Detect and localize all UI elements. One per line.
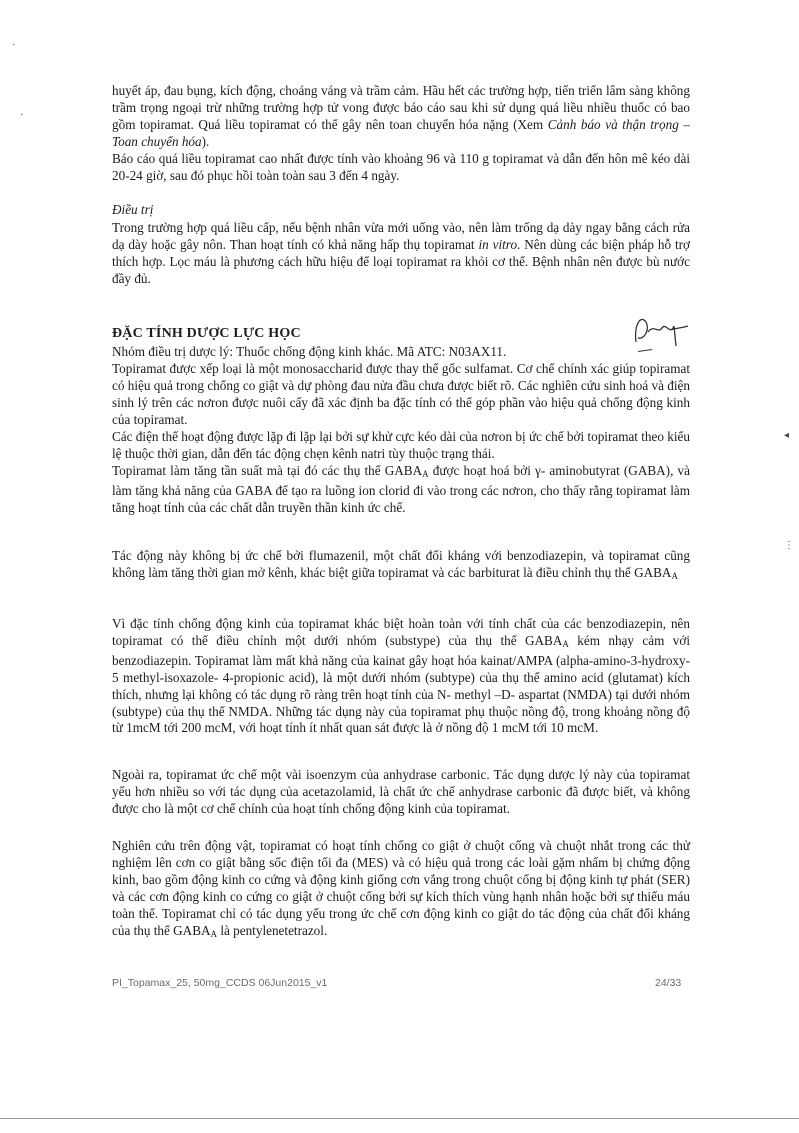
footer-page-number: 24/33: [655, 977, 682, 989]
paragraph-classification: Topiramat được xếp loại là một monosaccharid được thay thế gốc sulfamat. Cơ chế chính xác giúp topiramat có hiệu quả trong chống co giật và dự phòng đau nửa đầu chưa được biết rõ. Các nghiên cứu sinh hoá và điện sinh lý trên các nơron được nuôi cấy đã xác định ba đặc tính có thể góp phần vào hiệu quả chống động kinh của topiramat.: [112, 361, 690, 427]
paragraph-action-potential: Các điện thế hoạt động được lặp đi lặp lại bởi sự khử cực kéo dài của nơron bị ức chế bởi topiramat theo kiểu lệ thuộc thời gian, dẫn đến tác động chẹn kênh natri tùy thuộc trạng thái.: [112, 429, 690, 461]
footer-document-id: PI_Topamax_25, 50mg_CCDS 06Jun2015_v1: [112, 977, 328, 989]
treatment-heading: Điều trị: [112, 202, 154, 217]
scan-border: [0, 1118, 799, 1119]
scan-speck: ·: [12, 40, 16, 51]
paragraph-treatment: Trong trường hợp quá liều cấp, nếu bệnh nhân vừa mới uống vào, nên làm trống dạ dày ngay bằng cách rửa dạ dày hoặc gây nôn. Than hoạt tính có khả năng hấp thụ topiramat in vitro. Nên dùng các biện pháp hỗ trợ thích hợp. Lọc máu là phương cách hữu hiệu để loại topiramat ra khỏi cơ thể. Bệnh nhân nên được bù nước đầy đủ.: [112, 220, 690, 286]
paragraph-carbonic-anhydrase: Ngoài ra, topiramat ức chế một vài isoenzym của anhydrase carbonic. Tác dụng dược lý này của topiramat yếu hơn nhiều so với tác dụng của acetazolamid, là chất ức chế anhydrase carbonic đã được biết, và không được cho là một cơ chế chính của hoạt tính chống động kinh của topiramat.: [112, 767, 690, 816]
paragraph-flumazenil: Tác động này không bị ức chế bởi flumazenil, một chất đối kháng với benzodiazepin, và topiramat cũng không làm tăng thời gian mở kênh, khác biệt giữa topiramat và các barbiturat là điều chỉnh thụ thể $GABA_A$: [112, 548, 690, 581]
section-heading: ĐẶC TÍNH DƯỢC LỰC HỌC: [112, 326, 301, 341]
paragraph-gaba: Topiramat làm tăng tần suất mà tại đó các thụ thể $GABA_A$ được hoạt hoá bởi γ- aminobutyrat (GABA), và làm tăng khả năng của GABA để tạo ra luồng ion clorid đi vào trong các nơron, cho thấy rằng topiramat làm tăng hoạt tính của các chất dẫn truyền thần kinh ức chế.: [112, 463, 690, 515]
paragraph-subtype: Vì đặc tính chống động kinh của topiramat khác biệt hoàn toàn với tính chất của các benzodiazepin, nên topiramat có thể điều chỉnh một dưới nhóm (substype) của thụ thể $GABA_A$ kém nhạy cảm với benzodiazepin. Topiramat làm mất khả năng của kainat gây hoạt hóa kainat/AMPA (alpha-amino-3-hydroxy-5 methyl-isoxazole- 4-propionic acid), là một dưới nhóm (subtype) của thụ thể amino acid (glutamat) kích thích, nhưng lại không có tác dụng rõ ràng trên hoạt tính của N- methyl –D- aspartat (NMDA) tại dưới nhóm (subtype) của thụ thể NMDA. Những tác dụng này của topiramat phụ thuộc nồng độ, trong khoảng nồng độ từ 1mcM tới 200 mcM, với hoạt tính ít nhất quan sát được là ở nồng độ 1 mcM tới 10 mcM.: [112, 616, 690, 736]
paragraph-pharmacotherapeutic-group: Nhóm điều trị dược lý: Thuốc chống động kinh khác. Mã ATC: N03AX11.: [112, 344, 507, 359]
scan-speck: ·: [20, 110, 24, 121]
scan-speck: ⋮: [784, 540, 794, 551]
paragraph-overdose-symptoms: huyết áp, đau bụng, kích động, choáng váng và trầm cảm. Hầu hết các trường hợp, tiến triển lâm sàng không trầm trọng ngoại trừ những trường hợp tử vong được báo cáo sau khi sử dụng quá liều nhiều thuốc có bao gồm topiramat. Quá liều topiramat có thể gây nên toan chuyển hóa nặng (Xem Cảnh báo và thận trọng – Toan chuyển hóa).: [112, 83, 691, 149]
paragraph-animal-studies: Nghiên cứu trên động vật, topiramat có hoạt tính chống co giật ở chuột cống và chuột nhắt trong các thử nghiệm lên cơn co giật bằng sốc điện tối đa (MES) và có hiệu quả trong các loài gặm nhấm bị chứng động kinh, bao gồm động kinh co cứng và động kinh giống cơn vắng trong chuột cống bị động kinh tự phát (SER) và các cơn động kinh co cứng co giật ở chuột cống bởi sự kích thích vùng hạnh nhân hoặc bởi sự thiếu máu toàn thể. Topiramat chỉ có tác dụng yếu trong ức chế cơn động kinh co giật do tác động của chất đối kháng của thụ thể $GABA_A$ là pentylenetetrazol.: [112, 838, 690, 939]
scan-speck: ◂: [784, 430, 790, 441]
paragraph-overdose-report: Báo cáo quá liều topiramat cao nhất được tính vào khoảng 96 và 110 g topiramat và dẫn đến hôn mê kéo dài 20-24 giờ, sau đó phục hồi toàn toàn sau 3 đến 4 ngày.: [112, 151, 690, 183]
cross-reference: Cảnh báo và thận trọng – Toan chuyển hóa: [112, 116, 691, 149]
